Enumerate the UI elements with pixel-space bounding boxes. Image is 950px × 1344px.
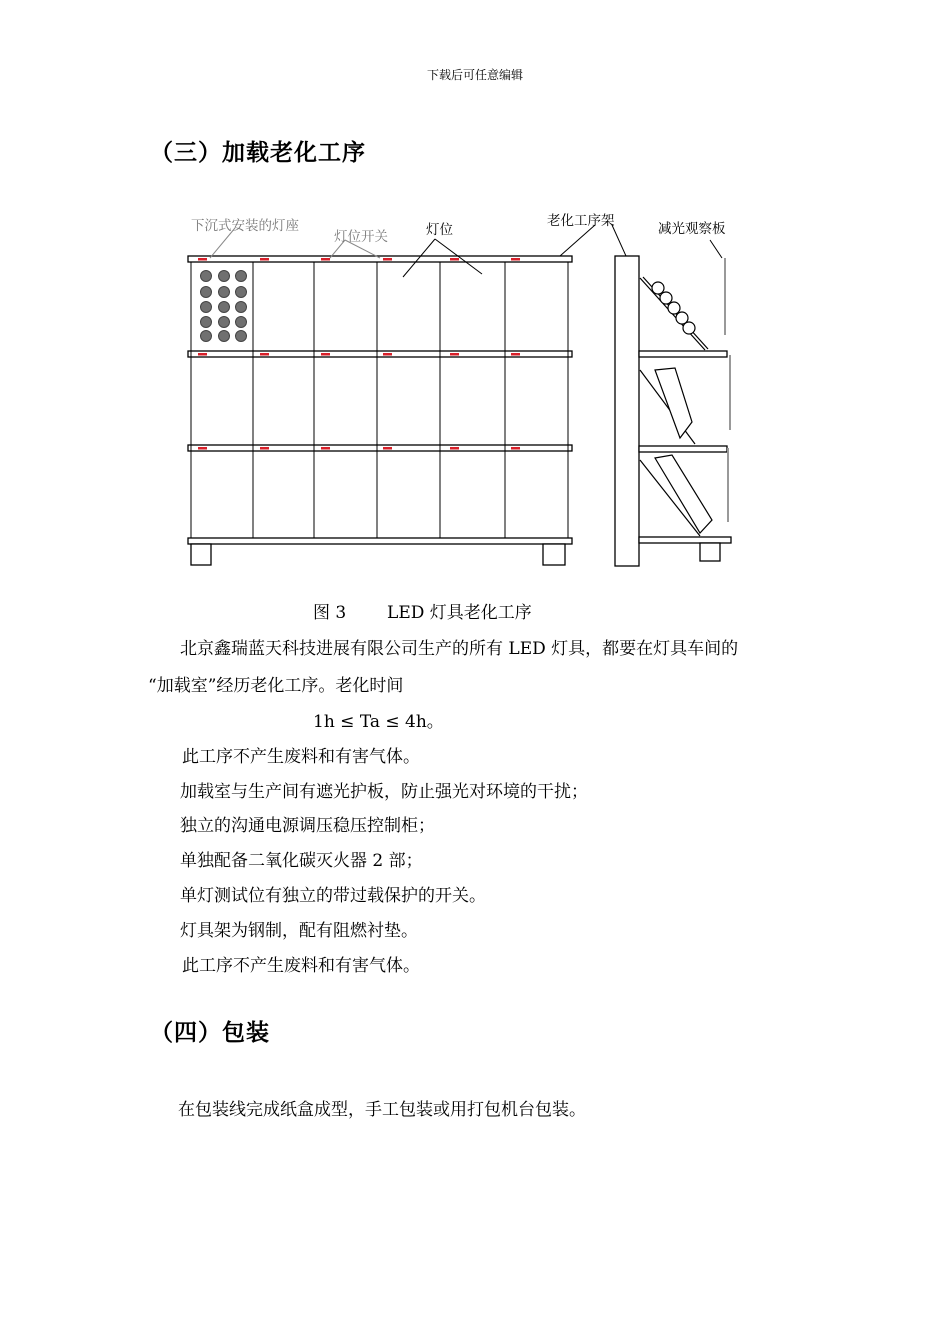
label-lamp-position: 灯位 (426, 222, 453, 238)
figure-caption-text: LED 灯具老化工序 (387, 603, 532, 623)
tilted-lamps (640, 277, 712, 536)
body-line: 在包装线完成纸盒成型，手工包装或用打包机台包装。 (178, 1100, 586, 1120)
aging-rack-diagram (150, 190, 800, 590)
rack-foot-left (191, 544, 211, 565)
body-line: 此工序不产生废料和有害气体。 (182, 956, 420, 976)
rack-foot-right (543, 544, 565, 565)
body-line: 加载室与生产间有遮光护板，防止强光对环境的干扰； (180, 782, 588, 802)
body-line: 单独配备二氧化碳灭火器 2 部； (180, 851, 423, 871)
body-line: 独立的沟通电源调压稳压控制柜； (180, 816, 435, 836)
body-line: 灯具架为钢制，配有阻燃衬垫。 (180, 921, 418, 941)
page-header: 下载后可任意编辑 (426, 68, 523, 82)
formula: 1h ≤ Ta ≤ 4h。 (313, 712, 444, 732)
section-heading-4: （四）包装 (150, 1020, 270, 1046)
body-line: 北京鑫瑞蓝天科技进展有限公司生产的所有 LED 灯具，都要在灯具车间的 (180, 639, 739, 659)
body-line: “加载室”经历老化工序。老化时间 (148, 676, 404, 696)
label-shade-board: 减光观察板 (658, 221, 726, 237)
label-lamp-base: 下沉式安装的灯座 (191, 218, 299, 234)
shade-boards (725, 258, 730, 522)
label-rack: 老化工序架 (547, 213, 615, 229)
section-heading-3: （三）加载老化工序 (150, 140, 366, 166)
lamp-holders (201, 271, 247, 342)
body-line: 此工序不产生废料和有害气体。 (182, 747, 420, 767)
body-line: 单灯测试位有独立的带过载保护的开关。 (180, 886, 486, 906)
aging-rack-figure (150, 190, 800, 590)
figure-caption-number: 图 3 (313, 603, 347, 623)
label-switch: 灯位开关 (334, 229, 388, 245)
figure-caption (313, 598, 532, 623)
shelf-bottom (188, 538, 572, 544)
